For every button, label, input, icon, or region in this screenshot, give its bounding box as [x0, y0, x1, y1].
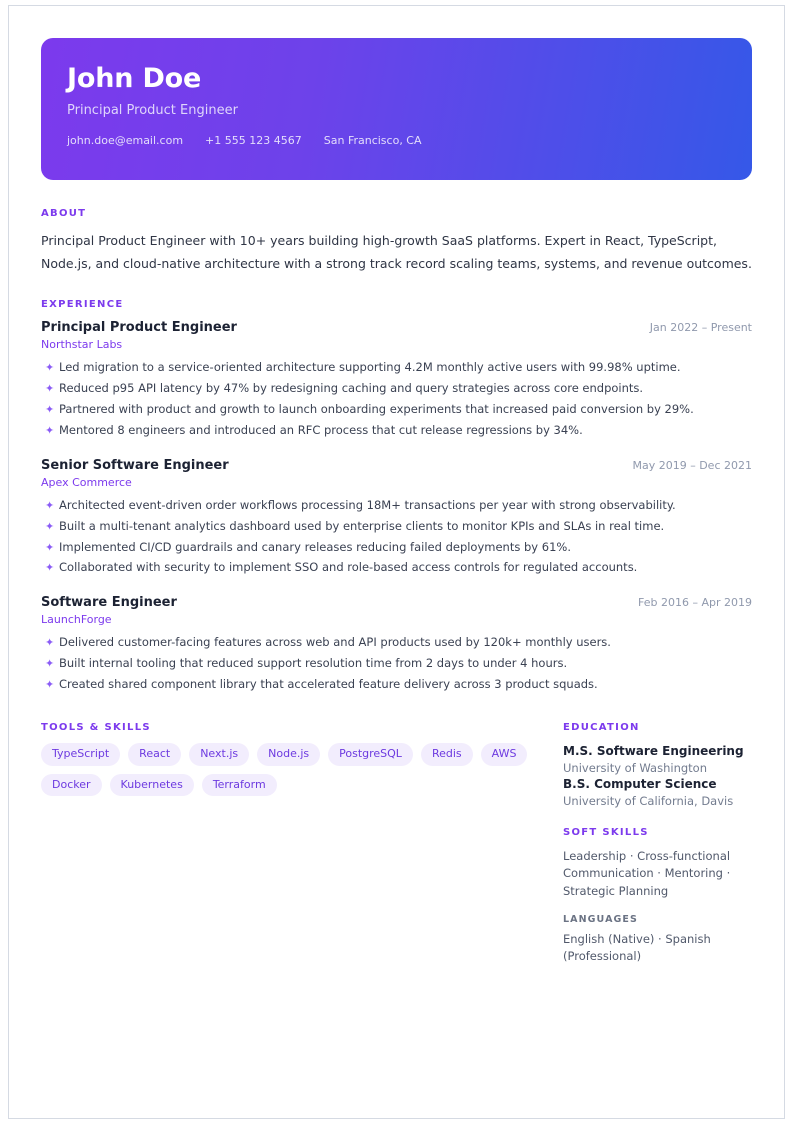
job-role: Senior Software Engineer — [41, 457, 229, 473]
job-bullet — [41, 401, 752, 419]
skill-chip[interactable]: TypeScript — [41, 743, 120, 766]
sparkle-bullet-icon: ✦ — [45, 657, 55, 671]
education-item-list — [563, 743, 752, 810]
skill-chip[interactable]: AWS — [481, 743, 528, 766]
experience-job — [41, 320, 752, 439]
job-bullet-text: Led migration to a service-oriented architecture supporting 4.2M monthly active users with 99.98% uptime. — [59, 360, 681, 375]
skill-chip[interactable]: Redis — [421, 743, 473, 766]
job-bullet-text: Created shared component library that accelerated feature delivery across 3 product squads. — [59, 676, 598, 691]
skill-chip-list — [41, 743, 553, 805]
sidebar-column — [553, 722, 752, 965]
lower-columns — [41, 722, 752, 965]
job-bullet-text: Reduced p95 API latency by 47% by redesigning caching and query strategies across core endpoints. — [59, 381, 644, 396]
candidate-title: Principal Product Engineer — [67, 102, 238, 118]
experience-job — [41, 595, 752, 694]
skill-chip[interactable]: PostgreSQL — [328, 743, 413, 766]
skills-heading: TOOLS & SKILLS — [41, 721, 151, 733]
sparkle-bullet-icon: ✦ — [45, 382, 55, 396]
education-school: University of Washington — [563, 760, 707, 775]
education-item — [563, 743, 752, 776]
soft-skills-text: Leadership · Cross-functional Communication · Mentoring · Strategic Planning — [563, 849, 731, 898]
job-bullet — [41, 634, 752, 652]
job-bullet-list — [41, 634, 752, 693]
job-bullet-text: Architected event-driven order workflows processing 18M+ transactions per year with strong observability. — [59, 497, 676, 512]
languages-section — [563, 914, 752, 965]
job-header-row — [41, 595, 752, 612]
job-bullet-text: Partnered with product and growth to launch onboarding experiments that increased paid conversion by 29%. — [59, 402, 694, 417]
job-bullet — [41, 559, 752, 577]
education-degree: B.S. Computer Science — [563, 777, 717, 792]
soft-skills-section — [563, 827, 752, 899]
job-bullet-text: Built a multi-tenant analytics dashboard used by enterprise clients to monitor KPIs and SLAs in real time. — [59, 518, 665, 533]
job-role: Software Engineer — [41, 595, 177, 611]
experience-heading: EXPERIENCE — [41, 299, 124, 311]
sparkle-bullet-icon: ✦ — [45, 498, 55, 512]
sparkle-bullet-icon: ✦ — [45, 519, 55, 533]
job-bullet — [41, 497, 752, 515]
job-bullet-text: Built internal tooling that reduced support resolution time from 2 days to under 4 hours. — [59, 656, 568, 671]
job-bullet-text: Implemented CI/CD guardrails and canary releases reducing failed deployments by 61%. — [59, 539, 571, 554]
experience-job-list — [41, 320, 752, 694]
job-bullet — [41, 539, 752, 557]
candidate-name: John Doe — [67, 63, 202, 94]
job-bullet — [41, 422, 752, 440]
skill-chip[interactable]: Kubernetes — [110, 774, 194, 797]
job-dates: Jan 2022 – Present — [649, 321, 752, 335]
skill-chip[interactable]: Terraform — [202, 774, 277, 797]
contact-location: San Francisco, CA — [323, 134, 422, 148]
resume-header-banner — [41, 38, 752, 180]
sparkle-bullet-icon: ✦ — [45, 403, 55, 417]
job-dates: Feb 2016 – Apr 2019 — [638, 596, 752, 610]
about-section — [41, 208, 752, 275]
sparkle-bullet-icon: ✦ — [45, 636, 55, 650]
education-degree: M.S. Software Engineering — [563, 743, 744, 758]
experience-section — [41, 299, 752, 694]
soft-skills-heading: SOFT SKILLS — [563, 827, 649, 839]
sparkle-bullet-icon: ✦ — [45, 540, 55, 554]
education-section — [563, 722, 752, 810]
job-dates: May 2019 – Dec 2021 — [632, 458, 752, 472]
experience-job — [41, 458, 752, 577]
skill-chip[interactable]: React — [128, 743, 181, 766]
job-company: LaunchForge — [41, 613, 112, 627]
contact-email[interactable]: john.doe@email.com — [67, 134, 184, 148]
job-bullet — [41, 518, 752, 536]
job-bullet-text: Delivered customer-facing features across web and API products used by 120k+ monthly users. — [59, 635, 611, 650]
sparkle-bullet-icon: ✦ — [45, 677, 55, 691]
job-header-row — [41, 458, 752, 475]
job-role: Principal Product Engineer — [41, 320, 237, 336]
job-header-row — [41, 320, 752, 337]
resume-content — [9, 6, 784, 965]
job-bullet — [41, 676, 752, 694]
skill-chip[interactable]: Node.js — [257, 743, 320, 766]
sparkle-bullet-icon: ✦ — [45, 423, 55, 437]
education-school: University of California, Davis — [563, 794, 734, 809]
job-bullet-text: Collaborated with security to implement SSO and role-based access controls for regulated accounts. — [59, 560, 638, 575]
job-bullet-text: Mentored 8 engineers and introduced an RFC process that cut release regressions by 34%. — [59, 422, 583, 437]
sparkle-bullet-icon: ✦ — [45, 361, 55, 375]
job-bullet-list — [41, 359, 752, 439]
about-text: Principal Product Engineer with 10+ years building high-growth SaaS platforms. Expert in React, TypeScript, Node.js, and cloud-native architecture with a strong track record scaling teams, systems, and revenue outcomes. — [41, 233, 752, 272]
job-bullet — [41, 359, 752, 377]
languages-heading: LANGUAGES — [563, 913, 638, 925]
job-company: Apex Commerce — [41, 475, 132, 489]
languages-text: English (Native) · Spanish (Professional) — [563, 931, 711, 963]
job-company: Northstar Labs — [41, 338, 123, 352]
resume-page — [8, 5, 785, 1119]
job-bullet — [41, 380, 752, 398]
education-item — [563, 776, 752, 809]
about-heading: ABOUT — [41, 208, 87, 219]
skill-chip[interactable]: Next.js — [189, 743, 249, 766]
skill-chip[interactable]: Docker — [41, 774, 102, 797]
skills-column — [41, 722, 553, 965]
sparkle-bullet-icon: ✦ — [45, 561, 55, 575]
job-bullet-list — [41, 497, 752, 577]
job-bullet — [41, 655, 752, 673]
contact-phone[interactable]: +1 555 123 4567 — [205, 134, 302, 148]
contact-list — [67, 134, 726, 147]
education-heading: EDUCATION — [563, 721, 640, 733]
